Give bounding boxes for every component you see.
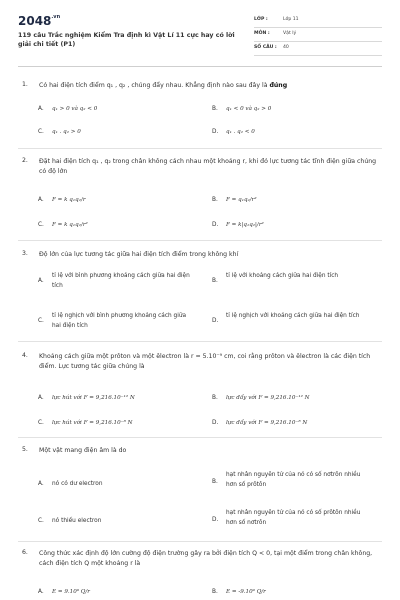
document-title: 119 câu Trắc nghiệm Kiểm Tra định kì Vật Lí 11 cực hay có lời giải chi tiết (P1) [18, 32, 235, 48]
meta-row-subject [254, 28, 382, 42]
question-number: 4. [22, 352, 28, 359]
option-letter: C. [38, 222, 44, 228]
meta-label: MÔN : [254, 31, 270, 36]
question-divider [18, 240, 382, 241]
option-text: lực hút với F = 9,216.10⁻¹² N [52, 395, 135, 401]
option-text: hạt nhân nguyên tử của nó có số nơtrôn nhiều hơn số prôtôn [226, 472, 361, 488]
meta-label: LỚP : [254, 17, 268, 22]
option-text: tỉ lệ với bình phương khoảng cách giữa hai điện tích [52, 273, 190, 289]
option-text: lực hút với F = 9,216.10⁻⁸ N [52, 420, 133, 426]
option-text: F = k q₁q₂/r² [52, 222, 88, 228]
question-emphasis: đúng [269, 82, 288, 89]
question-text [39, 81, 379, 91]
option-letter: A. [38, 278, 44, 284]
option-text: q₁ . q₂ < 0 [226, 129, 255, 135]
option-letter: C. [38, 420, 44, 426]
option-text: tỉ lệ nghịch với khoảng cách giữa hai điện tích [226, 313, 360, 319]
option-letter: C. [38, 129, 44, 135]
option-letter: C. [38, 518, 44, 524]
meta-label: SỐ CÂU : [254, 45, 277, 50]
option-letter: A. [38, 589, 44, 595]
option-text: q₁ < 0 và q₂ > 0 [226, 106, 272, 112]
option-letter: B. [212, 479, 218, 485]
option-text: tỉ lệ nghịch với bình phương khoảng cách giữa hai điện tích [52, 313, 187, 329]
option-letter: B. [212, 589, 218, 595]
option-letter: D. [212, 222, 219, 228]
option-text: F = q₁q₂/r² [226, 197, 257, 203]
question-divider [18, 341, 382, 342]
meta-row-count [254, 42, 382, 56]
meta-value: Vật lý [283, 31, 297, 36]
option-text: E = -9.10⁹ Q/r [226, 589, 266, 595]
option-letter: D. [212, 129, 219, 135]
option-letter: D. [212, 318, 219, 324]
option-text: tỉ lệ với khoảng cách giữa hai điện tích [226, 273, 339, 279]
option-letter: B. [212, 395, 218, 401]
option-text: lực đẩy với F = 9,216.10⁻⁸ N [226, 420, 308, 426]
meta-panel [254, 14, 382, 56]
logo-suffix-text: .vn [51, 14, 61, 20]
option-text: E = 9.10⁹ Q/r [52, 589, 90, 595]
option-text: hạt nhân nguyên tử của nó có số prôtôn nhiều hơn số nơtrôn [226, 510, 361, 526]
header-divider [18, 66, 382, 67]
logo-main-text: 2048 [18, 14, 52, 28]
option-letter: C. [38, 318, 44, 324]
question-divider [18, 437, 382, 438]
option-letter: B. [212, 197, 218, 203]
option-letter: A. [38, 197, 44, 203]
option-letter: B. [212, 278, 218, 284]
question-text-body: Có hai điện tích điểm q₁ , q₂ , chúng đẩy nhau. Khẳng định nào sau đây là [39, 82, 268, 89]
question-number: 2. [22, 157, 28, 164]
meta-value: 40 [283, 45, 289, 50]
question-number: 6. [22, 549, 28, 556]
option-text: lực đẩy với F = 9,216.10⁻¹² N [226, 395, 310, 401]
question-text: Đặt hai điện tích q₁ , q₂ trong chân không cách nhau một khoảng r, khi đó lực tương tác tĩnh điện giữa chúng có độ lớn [39, 158, 377, 175]
question-number: 3. [22, 250, 28, 257]
option-letter: D. [212, 420, 219, 426]
option-text: nó thiếu electron [52, 518, 102, 524]
question-text: Công thức xác định độ lớn cường độ điện trường gây ra bởi điện tích Q < 0, tại một điểm trong chân không, cách điện tích Q một khoảng r là [39, 550, 373, 567]
question-divider [18, 541, 382, 542]
meta-row-class [254, 14, 382, 28]
option-text: F = k|q₁q₂|/r² [226, 222, 264, 228]
option-text: nó có dư electron [52, 481, 103, 487]
option-text: F = k q₁q₂/r [52, 197, 86, 203]
site-logo[interactable] [18, 14, 60, 28]
option-letter: D. [212, 517, 219, 523]
question-number: 5. [22, 446, 28, 453]
question-number: 1. [22, 81, 28, 88]
option-letter: A. [38, 106, 44, 112]
option-letter: B. [212, 106, 218, 112]
option-text: q₁ . q₂ > 0 [52, 129, 81, 135]
question-text: Khoảng cách giữa một prôton và một êlectron là r = 5.10⁻⁹ cm, coi rằng prôton và êlectron là các điện tích điểm. Lực tương tác giữa chúng là [39, 353, 371, 370]
question-divider [18, 148, 382, 149]
option-text: q₁ > 0 và q₂ < 0 [52, 106, 98, 112]
option-letter: A. [38, 395, 44, 401]
question-text: Độ lớn của lực tương tác giữa hai điện tích điểm trong không khí [39, 251, 239, 258]
question-text: Một vật mang điện âm là do [39, 447, 127, 454]
option-letter: A. [38, 481, 44, 487]
meta-value: Lớp 11 [283, 17, 299, 22]
